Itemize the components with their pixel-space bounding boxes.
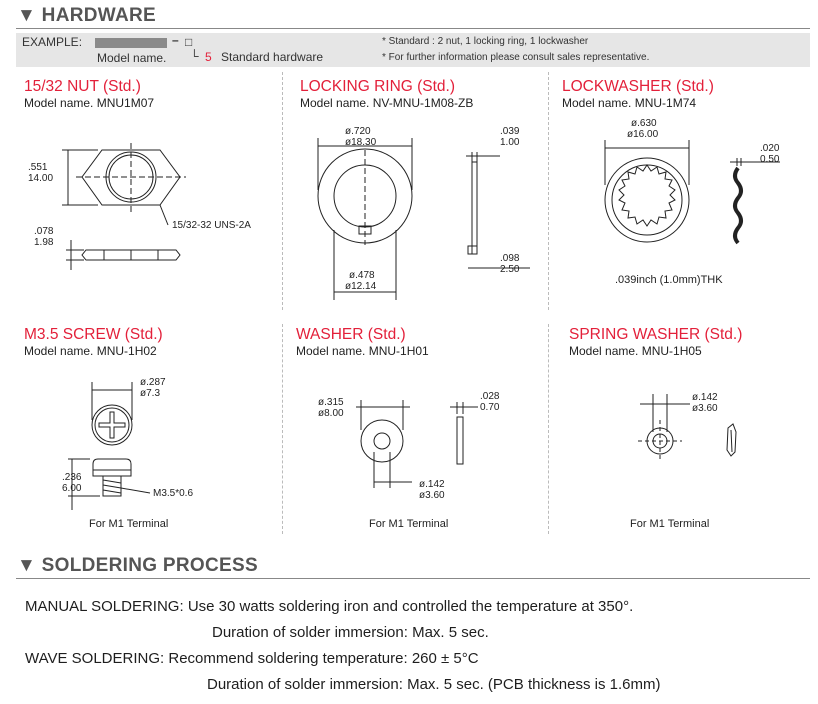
- soldering-rule: [16, 578, 810, 579]
- locking-ring-title: LOCKING RING (Std.): [300, 78, 456, 95]
- screw-thread: M3.5*0.6: [153, 488, 194, 499]
- washer-title: WASHER (Std.): [296, 326, 406, 343]
- example-label: EXAMPLE:: [22, 35, 83, 49]
- screw-model: Model name. MNU-1H02: [24, 344, 157, 358]
- washer-od-in: ø.315: [318, 397, 344, 408]
- nut-model: Model name. MNU1M07: [24, 96, 155, 110]
- lockwasher-caption: .039inch (1.0mm)THK: [615, 274, 723, 286]
- spring-washer-title: SPRING WASHER (Std.): [569, 326, 743, 343]
- locking-ring-tab-in: .098: [500, 253, 520, 264]
- wave-soldering-label: WAVE SOLDERING:: [25, 650, 165, 667]
- spring-washer-model: Model name. MNU-1H05: [569, 344, 702, 358]
- manual-soldering-line: [25, 598, 633, 615]
- washer-thk-in: .028: [480, 391, 500, 402]
- screw-caption: For M1 Terminal: [89, 518, 169, 530]
- option-bracket: └: [190, 49, 199, 63]
- locking-ring-id-mm: ø12.14: [345, 281, 377, 292]
- example-dash: –: [172, 33, 179, 47]
- spring-washer-caption: For M1 Terminal: [630, 518, 710, 530]
- manual-soldering-text: Use 30 watts soldering iron and controlled the temperature at 350°.: [187, 598, 634, 615]
- wave-soldering-line: [25, 650, 479, 667]
- locking-ring-model: Model name. NV-MNU-1M08-ZB: [300, 96, 474, 110]
- locking-ring-od-mm: ø18.30: [345, 137, 377, 148]
- note-standard: * Standard : 2 nut, 1 locking ring, 1 lockwasher: [382, 36, 589, 47]
- nut-thk-mm: 1.98: [34, 237, 54, 248]
- soldering-heading: ▼ SOLDERING PROCESS: [17, 555, 258, 576]
- lockwasher-thk-mm: 0.50: [760, 154, 780, 165]
- screw-title: M3.5 SCREW (Std.): [24, 326, 163, 343]
- manual-soldering-duration: Duration of solder immersion: Max. 5 sec.: [212, 624, 489, 641]
- screw-len-mm: 6.00: [62, 483, 82, 494]
- locking-ring-od-in: ø.720: [345, 126, 371, 137]
- wave-soldering-text: Recommend soldering temperature: 260 ± 5°C: [168, 650, 479, 667]
- locking-ring-thk-mm: 1.00: [500, 137, 520, 148]
- example-option-box: □: [185, 35, 193, 49]
- option-code: 5: [205, 50, 212, 64]
- nut-thk-in: .078: [34, 226, 54, 237]
- washer-od-mm: ø8.00: [318, 408, 344, 419]
- manual-soldering-label: MANUAL SOLDERING:: [25, 598, 184, 615]
- spring-washer-id-in: ø.142: [692, 392, 718, 403]
- note-contact: * For further information please consult sales representative.: [382, 52, 650, 63]
- nut-height-in: .551: [28, 162, 48, 173]
- screw-len-in: .236: [62, 472, 82, 483]
- screw-head-in: ø.287: [140, 377, 166, 388]
- washer-id-in: ø.142: [419, 479, 445, 490]
- lockwasher-title: LOCKWASHER (Std.): [562, 78, 714, 95]
- nut-title: 15/32 NUT (Std.): [24, 78, 141, 95]
- washer-caption: For M1 Terminal: [369, 518, 449, 530]
- locking-ring-thk-in: .039: [500, 126, 520, 137]
- model-name-label: Model name.: [97, 51, 167, 65]
- locking-ring-id-in: ø.478: [349, 270, 375, 281]
- hardware-heading: ▼ HARDWARE: [17, 5, 156, 26]
- lockwasher-model: Model name. MNU-1M74: [562, 96, 697, 110]
- spring-washer-id-mm: ø3.60: [692, 403, 718, 414]
- washer-id-mm: ø3.60: [419, 490, 445, 501]
- nut-height-mm: 14.00: [28, 173, 54, 184]
- washer-thk-mm: 0.70: [480, 402, 500, 413]
- lockwasher-od-mm: ø16.00: [627, 129, 659, 140]
- lockwasher-thk-in: .020: [760, 143, 780, 154]
- option-label: Standard hardware: [221, 50, 324, 64]
- washer-model: Model name. MNU-1H01: [296, 344, 429, 358]
- nut-thread: 15/32-32 UNS-2A: [172, 220, 251, 231]
- lockwasher-od-in: ø.630: [631, 118, 657, 129]
- wave-soldering-duration: Duration of solder immersion: Max. 5 sec. (PCB thickness is 1.6mm): [207, 676, 661, 693]
- locking-ring-tab-mm: 2.50: [500, 264, 520, 275]
- screw-head-mm: ø7.3: [140, 388, 161, 399]
